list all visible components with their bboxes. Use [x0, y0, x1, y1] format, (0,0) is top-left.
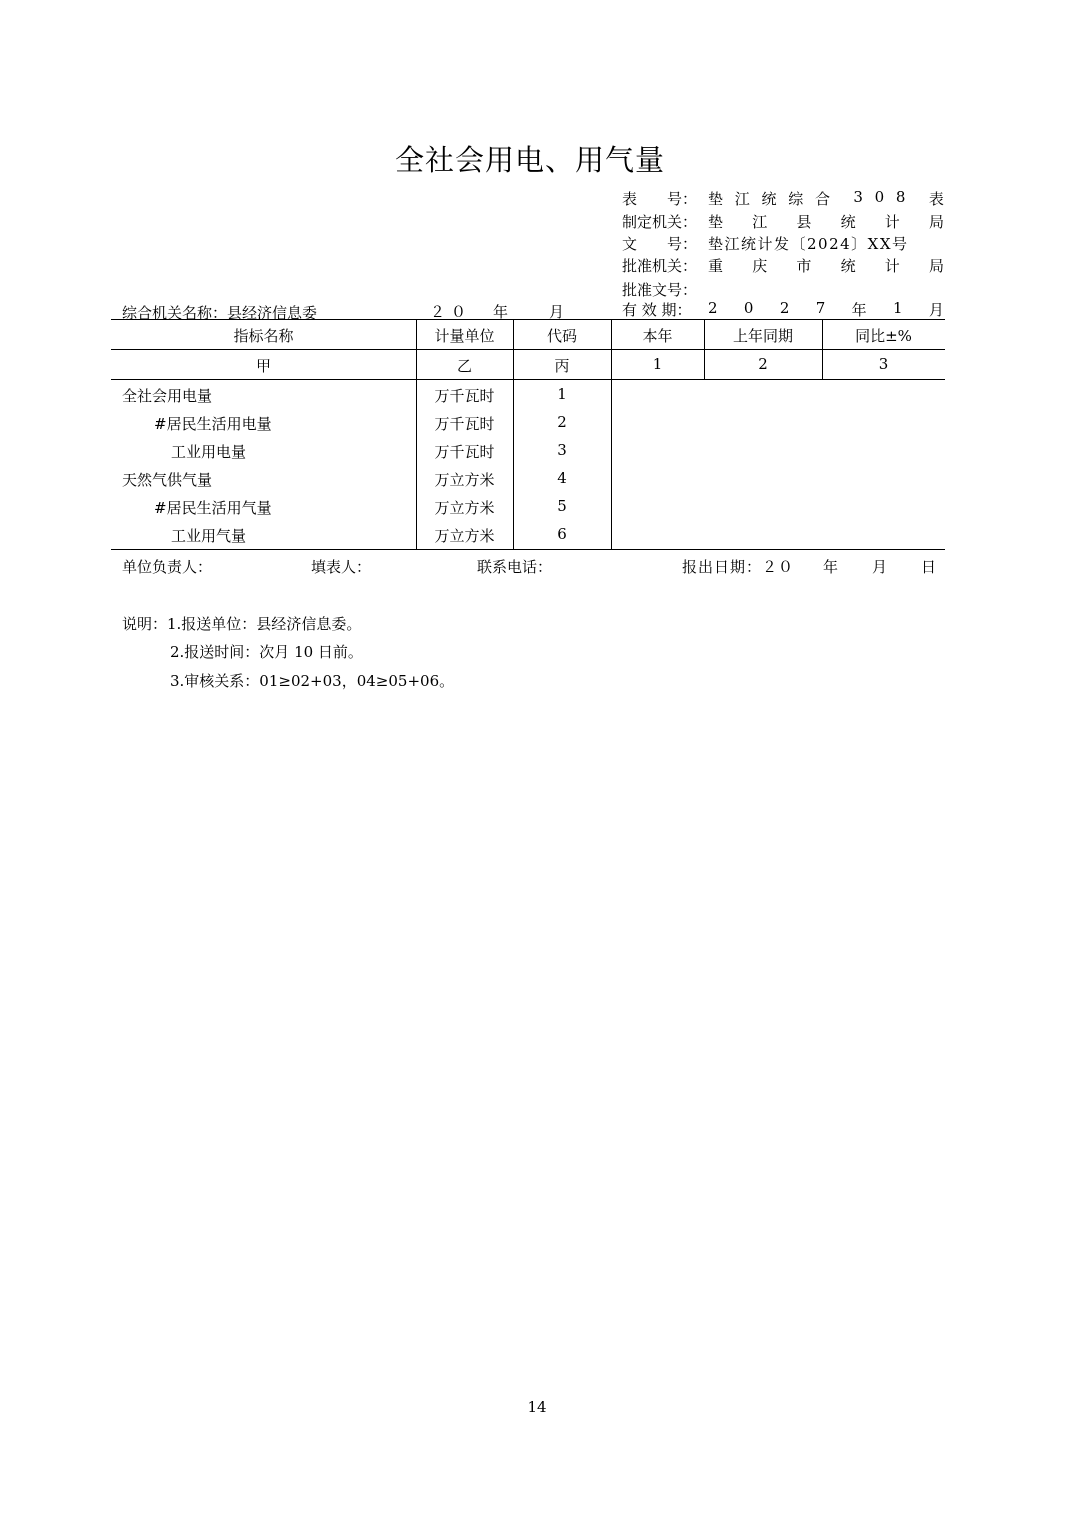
subheader-jia: 甲: [255, 357, 271, 375]
meta-value-part: 计: [884, 213, 900, 231]
note-1: 说明：1.报送单位：县经济信息委。: [122, 615, 362, 633]
meta-value-part: 县: [796, 213, 812, 231]
subheader-bing: 丙: [554, 357, 570, 375]
subheader-3: 3: [878, 355, 889, 373]
table-row-code: 5: [557, 497, 567, 515]
org-name: 综合机关名称：县经济信息委: [122, 304, 318, 322]
subheader-yi: 乙: [456, 357, 472, 375]
header-code: 代码: [546, 327, 577, 345]
table-row-unit: 万立方米: [434, 471, 495, 489]
page-number: 14: [527, 1398, 547, 1416]
meta-label: 文 号：: [622, 235, 698, 253]
filler-label: 填表人：: [311, 558, 372, 576]
meta-value-part: 8: [895, 188, 906, 206]
meta-value-part: 垫: [708, 190, 724, 208]
meta-value-part: 垫: [708, 213, 724, 231]
period-year-prefix: ２０: [430, 303, 473, 321]
header-last-year: 上年同期: [732, 327, 793, 345]
meta-value-part: 2: [708, 299, 718, 317]
meta-value-part: 3: [853, 188, 863, 206]
responsible-person-label: 单位负责人：: [122, 558, 213, 576]
meta-value: [708, 299, 944, 320]
table-row-code: 4: [557, 469, 567, 487]
meta-value-part: 重: [708, 257, 724, 275]
table-row-code: 3: [557, 441, 567, 459]
page-title: 全社会用电、用气量: [394, 143, 665, 177]
note-2: 2.报送时间：次月 10 日前。: [170, 643, 363, 661]
subheader-1: 1: [652, 355, 663, 373]
table-row-unit: 万千瓦时: [434, 387, 495, 405]
period-year: 年: [493, 303, 509, 321]
table-row-name: 工业用气量: [171, 527, 247, 545]
meta-value-part: 1: [893, 299, 903, 317]
report-date-day: 日: [921, 558, 937, 576]
table-row-unit: 万立方米: [434, 527, 495, 545]
meta-label: 表 号：: [622, 190, 698, 208]
meta-value-part: 月: [928, 301, 944, 319]
meta-label: 有 效 期：: [622, 301, 692, 319]
meta-value-part: 局: [928, 213, 944, 231]
subheader-2: 2: [758, 355, 768, 373]
header-yoy: 同比±%: [855, 327, 912, 345]
note-3: 3.审核关系：01≥02+03，04≥05+06。: [170, 672, 455, 690]
meta-value-part: 统: [840, 257, 856, 275]
meta-value: [708, 211, 944, 232]
meta-value-part: 江: [734, 190, 750, 208]
meta-label: 制定机关：: [622, 213, 698, 231]
table-row-name: #居民生活用电量: [154, 415, 272, 433]
report-date-label: 报出日期：２０: [682, 558, 795, 576]
meta-value-part: 市: [796, 257, 812, 275]
table-row-code: 6: [557, 525, 567, 543]
report-date-year: 年: [823, 558, 839, 576]
meta-value-part: 庆: [752, 257, 768, 275]
meta-value-part: 综: [788, 190, 804, 208]
meta-value-part: 江: [752, 213, 768, 231]
table-row-name: 全社会用电量: [122, 387, 213, 405]
table-row-name: #居民生活用气量: [154, 499, 272, 517]
meta-value-part: 计: [884, 257, 900, 275]
period-month: 月: [549, 303, 565, 321]
meta-value-part: 合: [814, 190, 830, 208]
report-date-month: 月: [872, 558, 888, 576]
meta-value-part: 统: [761, 190, 777, 208]
phone-label: 联系电话：: [477, 558, 553, 576]
meta-value-part: 2: [779, 299, 790, 317]
meta-value-part: 7: [815, 299, 826, 317]
meta-value: 垫江统计发〔2024〕XX号: [708, 235, 909, 253]
table-row-name: 天然气供气量: [122, 471, 213, 489]
meta-value: [708, 255, 944, 276]
meta-value-part: 表: [928, 190, 944, 208]
table-row-code: 2: [557, 413, 567, 431]
meta-value-part: 统: [840, 213, 856, 231]
meta-value-part: 局: [928, 257, 944, 275]
table-row-code: 1: [557, 385, 567, 403]
table-row-unit: 万千瓦时: [434, 415, 495, 433]
meta-value-part: 年: [851, 301, 867, 319]
header-unit: 计量单位: [434, 327, 495, 345]
table-row-unit: 万千瓦时: [434, 443, 495, 461]
meta-label: 批准文号：: [622, 281, 698, 299]
meta-value-part: 0: [874, 188, 885, 206]
meta-label: 批准机关：: [622, 257, 698, 275]
header-indicator-name: 指标名称: [233, 327, 294, 345]
table-row-unit: 万立方米: [434, 499, 495, 517]
meta-value-part: 0: [743, 299, 754, 317]
header-this-year: 本年: [642, 327, 673, 345]
table-row-name: 工业用电量: [171, 443, 247, 461]
meta-value: [708, 188, 944, 209]
